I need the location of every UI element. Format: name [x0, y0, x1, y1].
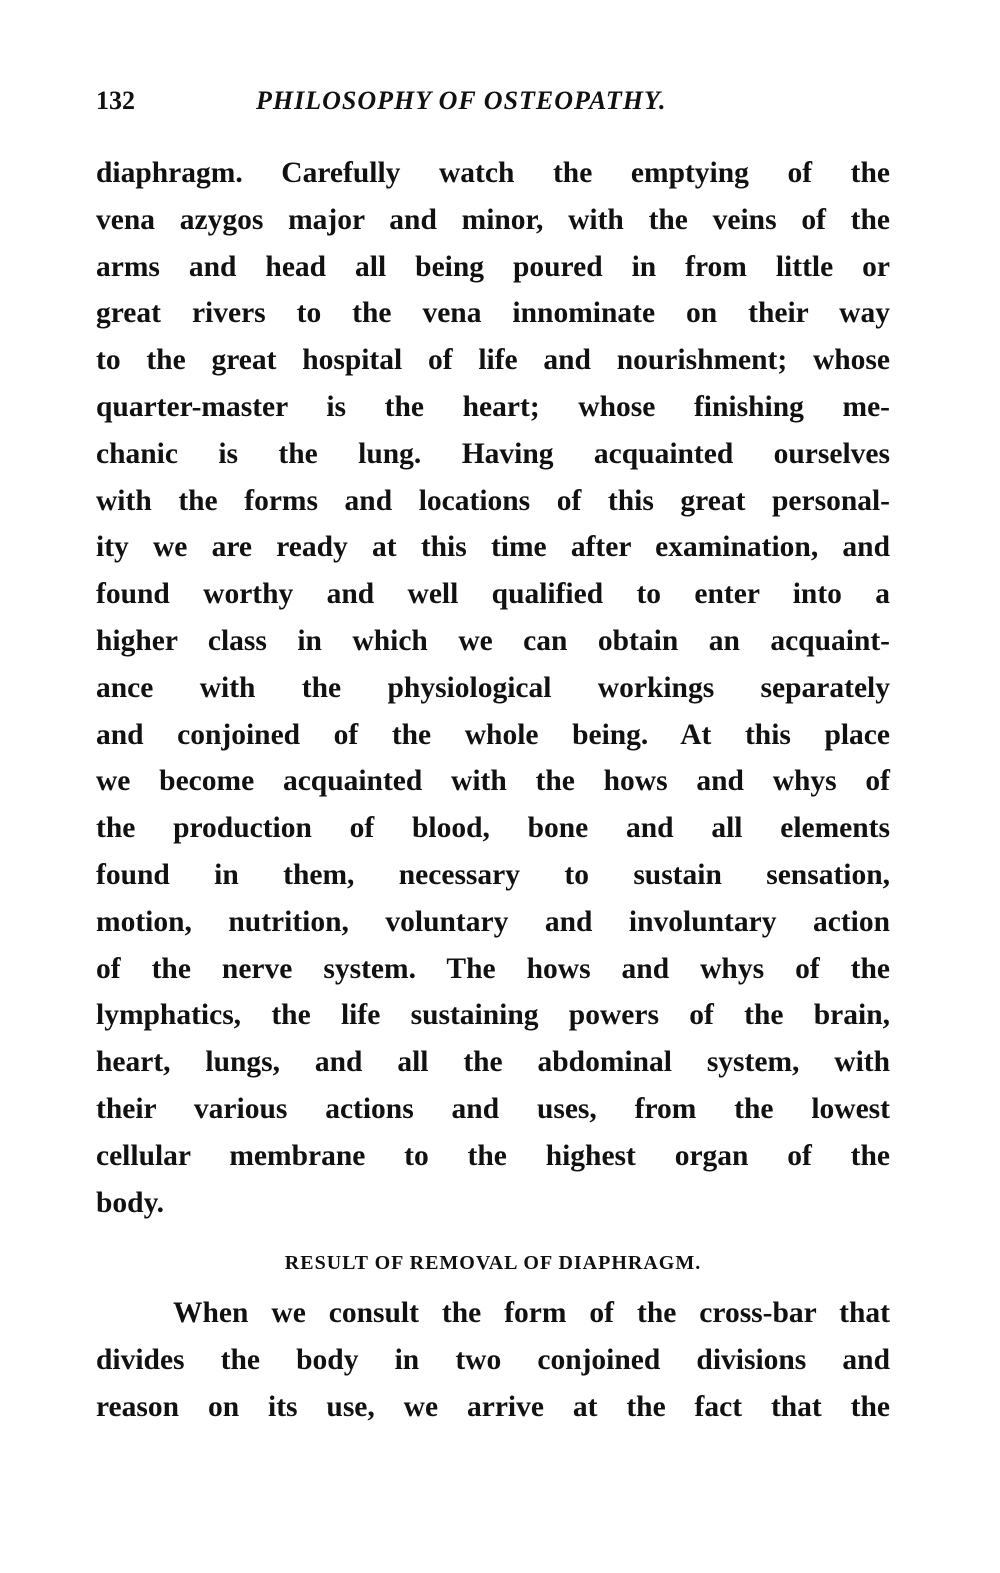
text-line: ity we are ready at this time after examination, and [96, 531, 890, 564]
text-line: found in them, necessary to sustain sensation, [96, 858, 890, 891]
text-line: with the forms and locations of this great personal- [96, 484, 890, 517]
text-line: chanic is the lung. Having acquainted ourselves [96, 437, 890, 470]
text-line: quarter-master is the heart; whose finishing me- [96, 390, 890, 423]
running-title: PHILOSOPHY OF OSTEOPATHY. [256, 86, 667, 115]
text-line: diaphragm. Carefully watch the emptying of the [96, 157, 890, 189]
text-line: their various actions and uses, from the lowest [96, 1092, 890, 1125]
text-line: and conjoined of the whole being. At this place [96, 718, 890, 751]
text-line: arms and head all being poured in from little or [96, 250, 890, 283]
text-line: great rivers to the vena innominate on their way [96, 297, 890, 330]
text-line: cellular membrane to the highest organ of the [96, 1139, 890, 1172]
text-line: heart, lungs, and all the abdominal system, with [96, 1046, 890, 1079]
text-line: higher class in which we can obtain an acquaint- [96, 624, 890, 657]
paragraph-2 [96, 1290, 890, 1430]
page-header [96, 86, 856, 126]
text-line: When we consult the form of the cross-bar that [173, 1297, 890, 1329]
section-heading: RESULT OF REMOVAL OF DIAPHRAGM. [284, 1252, 702, 1274]
text-line: to the great hospital of life and nourishment; whose [96, 344, 890, 377]
text-line: reason on its use, we arrive at the fact that the [96, 1390, 890, 1423]
text-line: lymphatics, the life sustaining powers of the brain, [96, 999, 890, 1032]
text-line: motion, nutrition, voluntary and involuntary action [96, 905, 890, 938]
text-line: found worthy and well qualified to enter into a [96, 578, 890, 611]
text-line: of the nerve system. The hows and whys of the [96, 952, 890, 985]
text-line: vena azygos major and minor, with the veins of the [96, 203, 890, 236]
text-line: divides the body in two conjoined divisions and [96, 1343, 890, 1376]
text-line: ance with the physiological workings separately [96, 671, 890, 704]
text-line: the production of blood, bone and all elements [96, 812, 890, 845]
page-number: 132 [96, 86, 135, 115]
text-line: body. [96, 1186, 165, 1219]
text-line: we become acquainted with the hows and whys of [96, 765, 890, 798]
paragraph-1 [96, 150, 890, 1226]
